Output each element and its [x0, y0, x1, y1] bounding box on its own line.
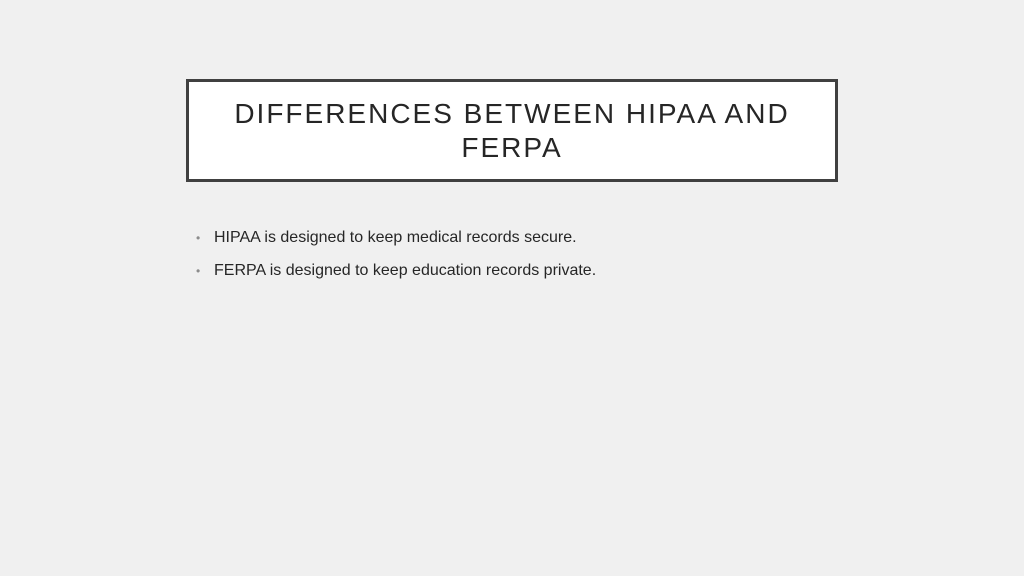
title-box — [186, 79, 838, 182]
slide-content — [196, 226, 816, 292]
bullet-item — [196, 259, 816, 283]
bullet-text: HIPAA is designed to keep medical records secure. — [214, 229, 577, 246]
bullet-list — [196, 226, 816, 283]
bullet-dot-icon: • — [196, 264, 201, 278]
bullet-text: FERPA is designed to keep education records private. — [214, 262, 597, 279]
bullet-item — [196, 226, 816, 250]
slide-title: DIFFERENCES BETWEEN HIPAA AND FERPA — [234, 97, 790, 163]
bullet-dot-icon: • — [196, 231, 201, 245]
